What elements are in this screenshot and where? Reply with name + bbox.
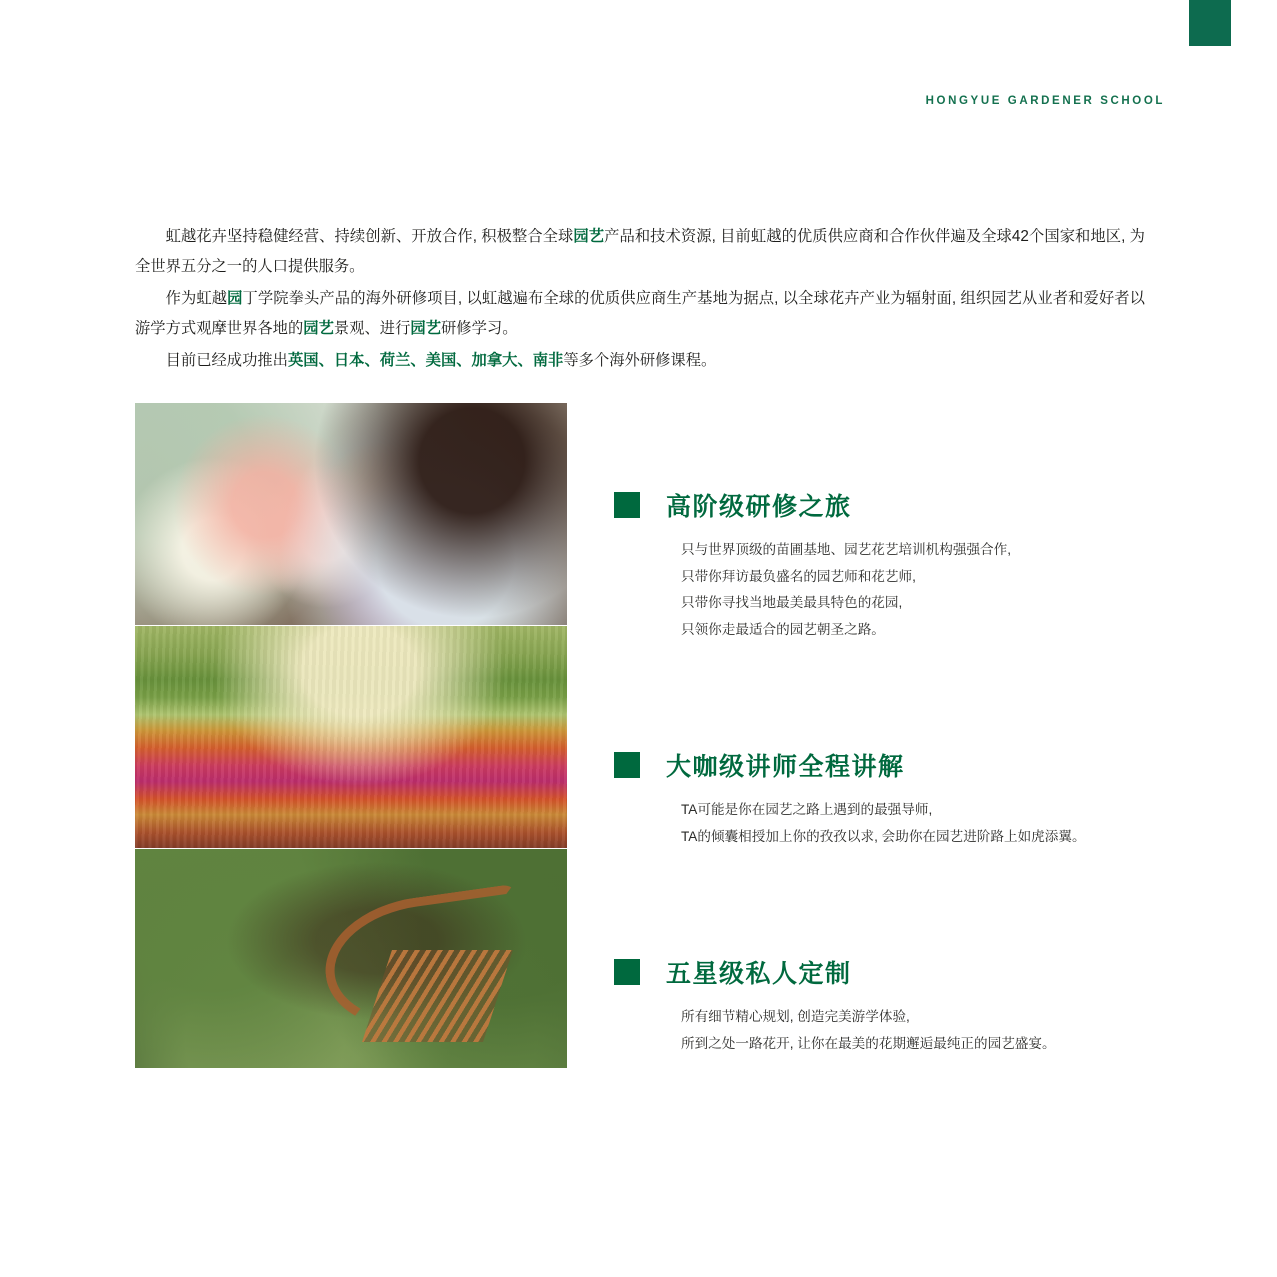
intro-p1-part-a: 虹越花卉坚持稳健经营、持续创新、开放合作, 积极整合全球	[165, 228, 574, 245]
feature-item-1	[614, 487, 1174, 643]
square-bullet-icon	[614, 752, 640, 778]
intro-p1-part-b: 产品和技术资源, 目前虹越的优质供应商和合作伙伴遍及全球42个国家和地区, 为全世界五分之一的人口提供服务。	[135, 228, 1145, 275]
square-bullet-icon	[614, 492, 640, 518]
intro-p2-part-c: 景观、进行	[333, 320, 411, 337]
feature-item-3	[614, 954, 1174, 1057]
intro-p2-highlight-1: 园	[227, 290, 243, 307]
feature-2-line-2: TA的倾囊相授加上你的孜孜以求, 会助你在园艺进阶路上如虎添翼。	[681, 828, 1086, 844]
tulip-field-photo	[135, 626, 567, 848]
feature-2-title: 大咖级讲师全程讲解	[666, 753, 905, 781]
feature-2-line-1: TA可能是你在园艺之路上遇到的最强导师,	[681, 802, 933, 817]
show-garden-photo	[135, 849, 567, 1068]
intro-p2-part-a: 作为虹越	[165, 290, 228, 307]
feature-1-title: 高阶级研修之旅	[666, 493, 852, 521]
feature-3-header	[614, 954, 1174, 990]
feature-1-line-3: 只带你寻找当地最美最具特色的花园,	[681, 595, 903, 610]
corner-accent-block	[1189, 0, 1231, 46]
intro-p2-part-d: 研修学习。	[441, 320, 518, 337]
square-bullet-icon	[614, 959, 640, 985]
intro-p3-part-b: 等多个海外研修课程。	[563, 352, 717, 369]
intro-paragraph-1	[135, 222, 1145, 282]
floral-workshop-photo	[135, 403, 567, 625]
feature-item-2	[614, 747, 1174, 850]
feature-1-body	[681, 537, 1174, 643]
feature-3-title: 五星级私人定制	[666, 960, 852, 988]
feature-3-body	[681, 1004, 1174, 1057]
feature-2-header	[614, 747, 1174, 783]
photo-column	[135, 403, 567, 1068]
feature-1-header	[614, 487, 1174, 523]
intro-p2-highlight-2: 园艺	[303, 320, 334, 337]
intro-text-block	[135, 222, 1145, 378]
intro-p3-part-a: 目前已经成功推出	[165, 352, 288, 369]
intro-paragraph-2	[135, 284, 1145, 344]
intro-p2-highlight-3: 园艺	[410, 320, 441, 337]
feature-3-line-1: 所有细节精心规划, 创造完美游学体验,	[681, 1009, 910, 1024]
feature-3-line-2: 所到之处一路花开, 让你在最美的花期邂逅最纯正的园艺盛宴。	[681, 1035, 1056, 1051]
feature-1-line-2: 只带你拜访最负盛名的园艺师和花艺师,	[681, 568, 916, 584]
intro-p1-highlight: 园艺	[573, 228, 605, 245]
intro-p2-part-b: 丁学院拳头产品的海外研修项目, 以虹越遍布全球的优质供应商生产基地为据点, 以全球花卉产业为辐射面, 组织园艺从业者和爱好者以游学方式观摩世界各地的	[135, 290, 1145, 337]
feature-list	[614, 487, 1174, 1057]
feature-1-line-4: 只领你走最适合的园艺朝圣之路。	[681, 621, 885, 637]
feature-2-body	[681, 797, 1174, 850]
intro-paragraph-3	[135, 346, 1145, 376]
brand-wordmark: HONGYUE GARDENER SCHOOL	[925, 95, 1165, 107]
intro-p3-highlight-countries: 英国、日本、荷兰、美国、加拿大、南非	[287, 352, 564, 369]
feature-1-line-1: 只与世界顶级的苗圃基地、园艺花艺培训机构强强合作,	[681, 542, 1012, 557]
